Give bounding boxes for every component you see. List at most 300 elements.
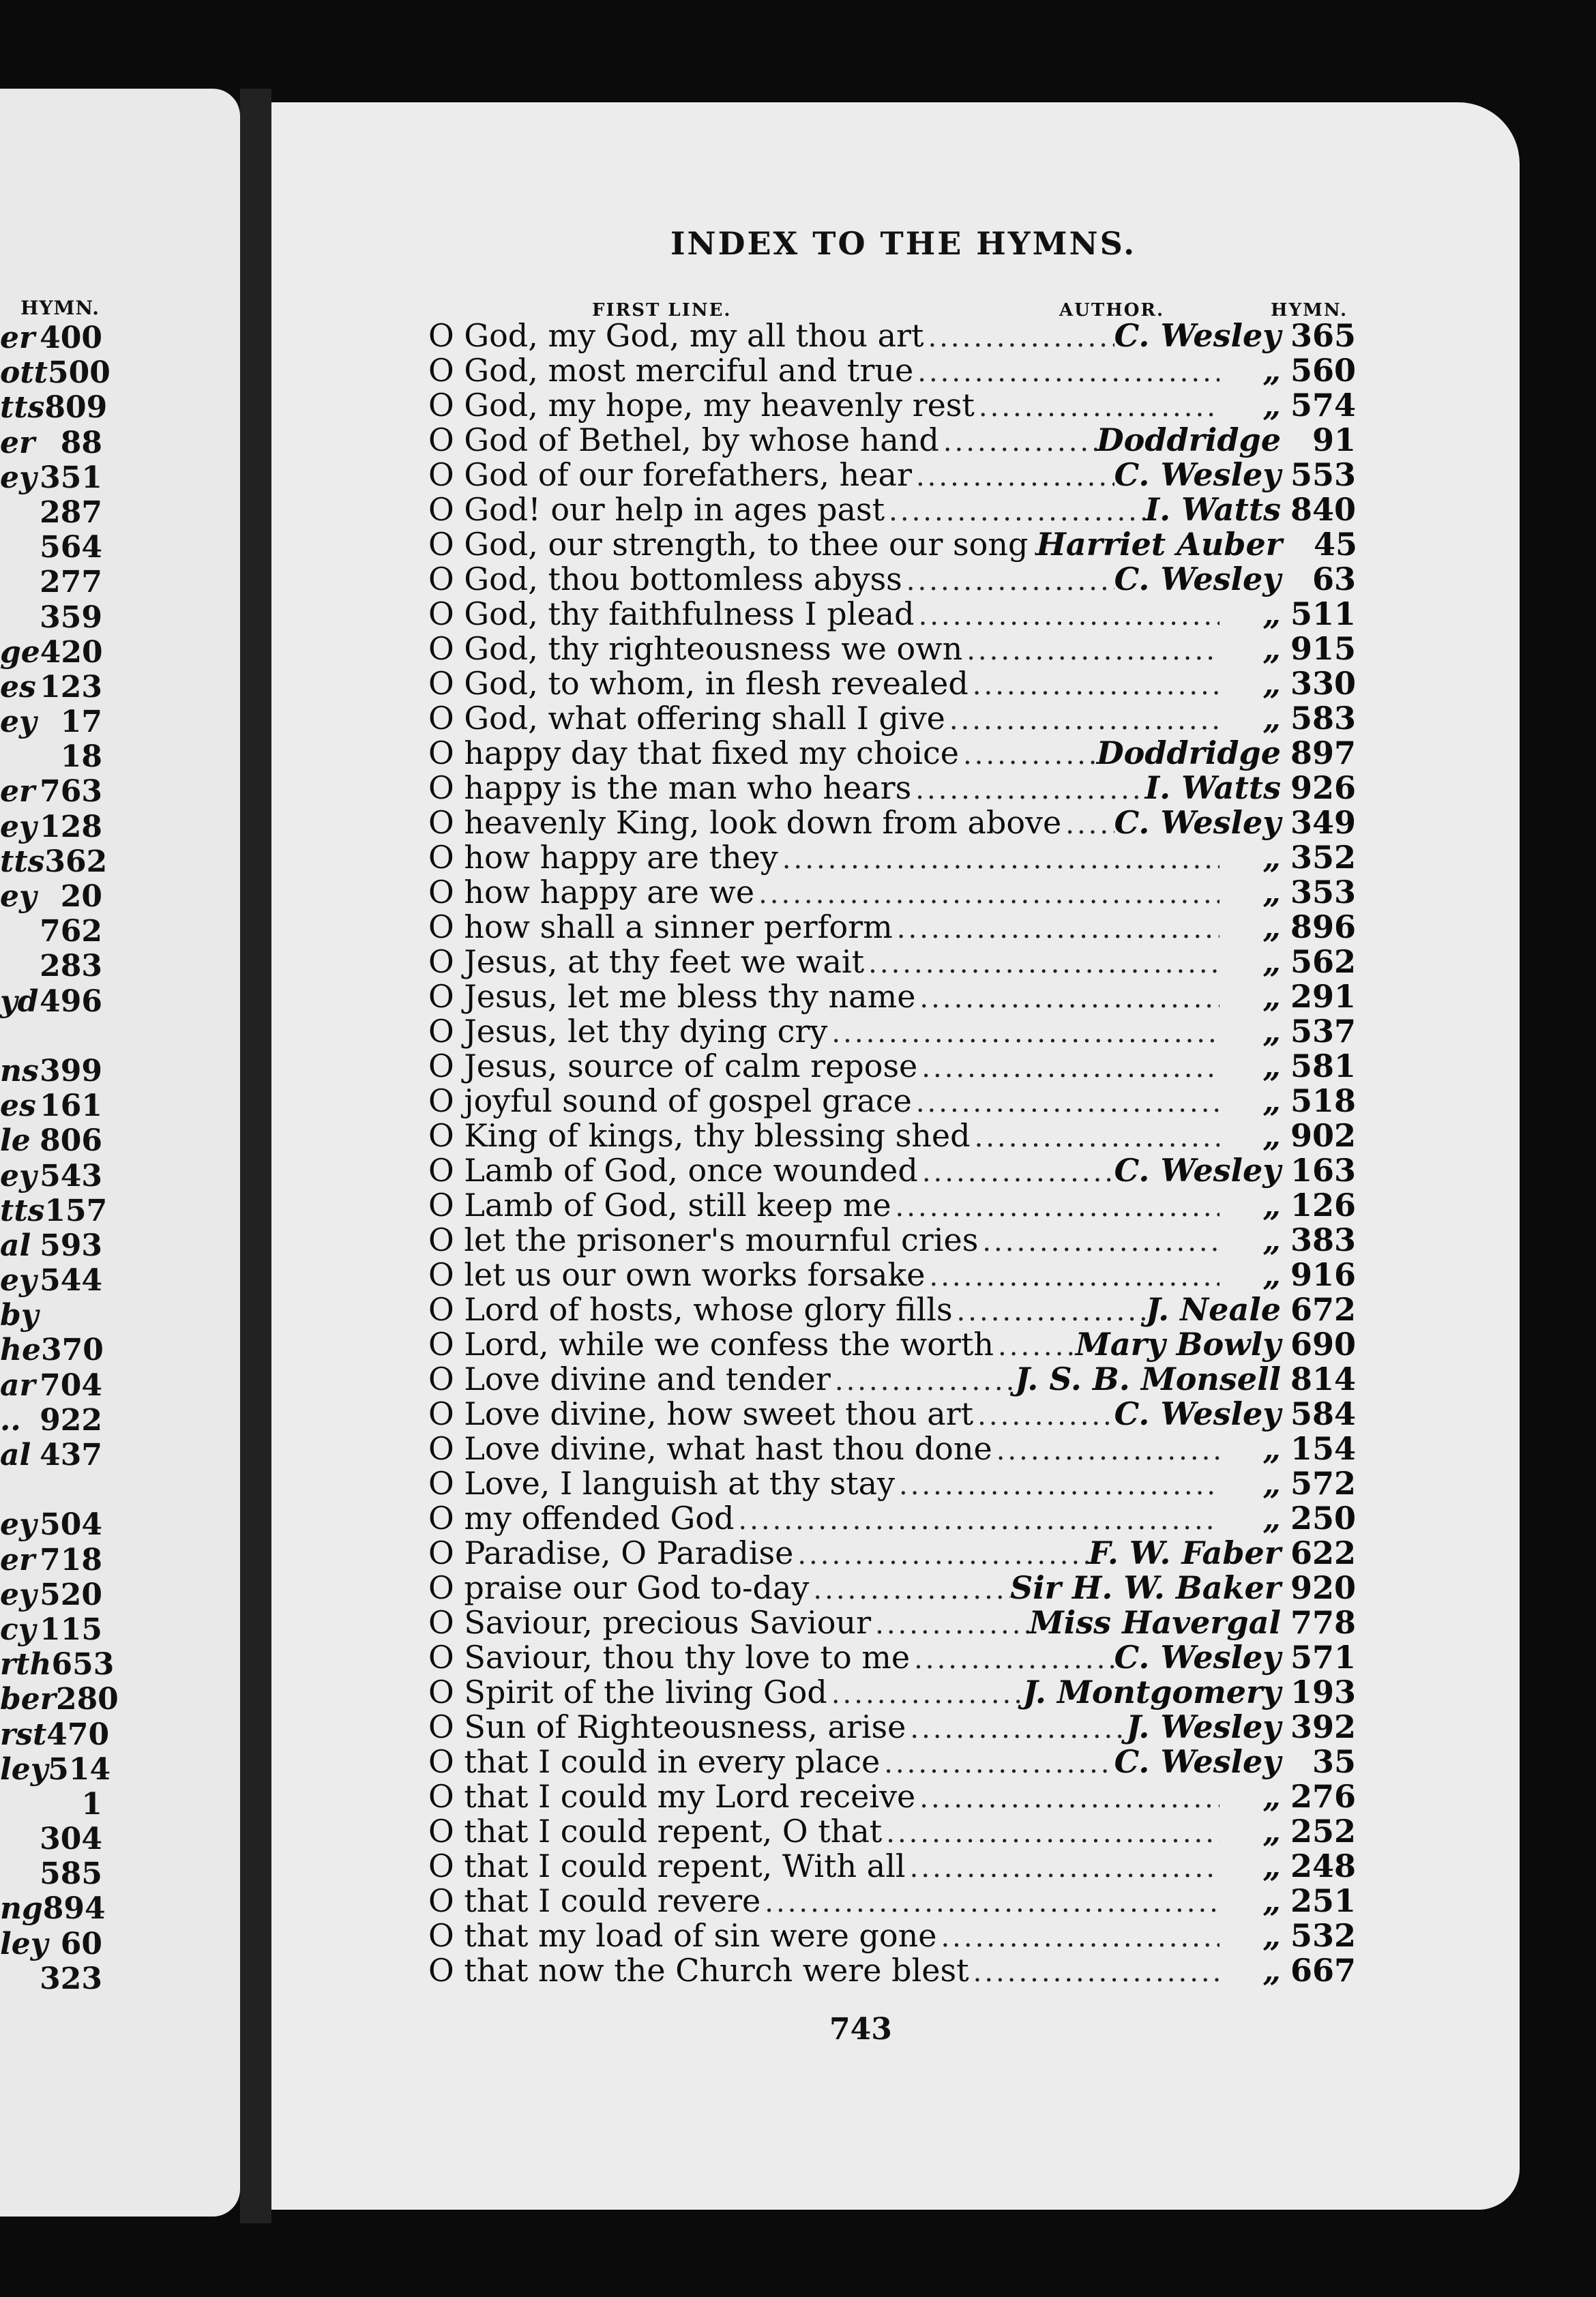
left-index-row [0, 810, 102, 844]
hymn-number: 916 [1290, 1256, 1356, 1293]
leader-dots [923, 322, 1114, 353]
left-index-row [0, 390, 108, 426]
author-name: „ [1262, 908, 1281, 945]
index-row [428, 1117, 1356, 1152]
page-title: INDEX TO THE HYMNS. [670, 225, 1137, 262]
hymn-number: 896 [1290, 908, 1356, 945]
leader-dots [915, 1783, 1220, 1814]
first-line: O God, what offering shall I give [428, 700, 945, 737]
left-author-fragment: ns [0, 1053, 39, 1088]
first-line: O that I could repent, With all [428, 1848, 906, 1884]
first-line: O that I could repent, O that [428, 1813, 883, 1850]
author-name: C. Wesley [1114, 317, 1281, 354]
leader-dots [864, 948, 1220, 979]
index-row [428, 700, 1356, 735]
index-row [428, 1743, 1356, 1778]
left-hymn-number: 128 [40, 809, 102, 844]
left-index-row [0, 1368, 102, 1403]
hymn-number: 365 [1290, 317, 1356, 354]
left-hymn-number: 362 [44, 844, 108, 879]
leader-dots [913, 357, 1220, 388]
first-line: O God of our forefathers, hear [428, 456, 912, 493]
left-index-row [0, 1403, 102, 1438]
index-row [428, 978, 1356, 1013]
left-author-fragment: ey [0, 879, 37, 914]
leader-dots [882, 1818, 1220, 1849]
first-line: O Jesus, let thy dying cry [428, 1013, 828, 1050]
left-hymn-number: 370 [40, 1333, 104, 1368]
author-name: „ [1262, 1048, 1281, 1084]
left-hymn-number: 280 [55, 1682, 119, 1717]
index-row [428, 665, 1356, 700]
left-index-row [0, 1751, 111, 1787]
hymn-number: 250 [1290, 1500, 1356, 1537]
author-name: J. S. B. Monsell [1015, 1361, 1281, 1397]
left-author-fragment: he [0, 1333, 41, 1368]
left-index-row [0, 670, 102, 705]
author-name: Harriet Auber [1036, 526, 1282, 563]
left-index-row [0, 1159, 102, 1194]
leader-dots [906, 1852, 1220, 1884]
hymn-number: 562 [1290, 943, 1356, 980]
left-hymn-number: 704 [40, 1367, 102, 1403]
left-index-row [0, 1123, 102, 1158]
author-name: „ [1262, 1778, 1281, 1815]
left-author-fragment: er [0, 321, 35, 355]
left-hymn-number: 718 [40, 1542, 102, 1577]
left-hymn-number: 564 [40, 530, 102, 565]
first-line: O Jesus, source of calm repose [428, 1048, 918, 1084]
left-author-fragment: tts [0, 1193, 45, 1228]
hymn-number-column-header: HYMN. [1271, 300, 1348, 321]
first-line: O that now the Church were blest [428, 1952, 969, 1989]
leader-dots [1028, 531, 1036, 562]
left-index-row [0, 1333, 102, 1367]
left-author-fragment: ley [0, 1926, 48, 1961]
leader-dots [925, 1261, 1220, 1292]
hymn-number: 622 [1290, 1535, 1356, 1571]
leader-dots [734, 1505, 1220, 1536]
leader-dots [939, 426, 1097, 458]
leader-dots [880, 1748, 1114, 1779]
first-line: O God, my God, my all thou art [428, 317, 924, 354]
leader-dots [910, 1644, 1114, 1675]
hymn-number: 392 [1290, 1708, 1356, 1745]
left-index-row [0, 1193, 108, 1228]
left-hymn-number: 399 [40, 1053, 102, 1088]
leader-dots [971, 1122, 1220, 1153]
left-index-row [0, 984, 102, 1019]
leader-dots [936, 1922, 1220, 1953]
author-name: Mary Bowly [1075, 1326, 1281, 1363]
left-index-row [0, 1263, 102, 1298]
left-author-fragment: ey [0, 705, 37, 740]
left-hymn-number: 351 [40, 460, 102, 495]
left-index-row [0, 1856, 102, 1891]
left-author-fragment: er [0, 1542, 35, 1577]
left-hymn-number: 60 [60, 1926, 102, 1961]
left-author-fragment: tts [0, 390, 45, 426]
leader-dots [912, 461, 1114, 492]
left-hymn-number: 520 [40, 1577, 102, 1612]
left-author-fragment: ey [0, 1507, 37, 1543]
first-line: O Spirit of the living God [428, 1674, 827, 1710]
left-hymn-number: 123 [40, 669, 102, 705]
hymn-number: 667 [1290, 1952, 1356, 1989]
hymn-number: 383 [1290, 1221, 1356, 1258]
left-hymn-number: 544 [40, 1263, 102, 1299]
left-author-fragment: er [0, 774, 35, 810]
left-index-row [0, 1961, 102, 1996]
hymn-number: 276 [1290, 1778, 1356, 1815]
author-name: I. Watts [1144, 491, 1281, 528]
left-index-row [0, 1682, 119, 1717]
left-hymn-number: 437 [40, 1438, 102, 1472]
left-index-row [0, 1891, 106, 1927]
first-line: O God, our strength, to thee our song [428, 526, 1029, 563]
index-page [271, 102, 1520, 2210]
author-name: „ [1262, 1465, 1281, 1502]
leader-dots [915, 983, 1220, 1014]
left-hymn-number: 17 [60, 705, 102, 740]
first-line: O my offended God [428, 1500, 735, 1537]
left-hymn-number: 18 [60, 739, 102, 775]
hymn-number: 330 [1290, 665, 1356, 702]
left-author-fragment: ley [0, 1751, 48, 1787]
leader-dots [906, 1713, 1126, 1745]
left-index-row [0, 1543, 102, 1577]
hymn-number: 814 [1290, 1361, 1356, 1397]
left-index-row [0, 1787, 102, 1822]
left-index-row [0, 1228, 102, 1263]
left-index-row [0, 1927, 102, 1961]
first-line: O let the prisoner's mournful cries [428, 1221, 979, 1258]
hymn-number: 532 [1290, 1917, 1356, 1954]
hymn-number: 672 [1290, 1291, 1356, 1328]
left-index-row [0, 844, 108, 879]
author-column-header: AUTHOR. [1059, 300, 1165, 321]
hymn-number: 926 [1290, 769, 1356, 806]
leader-dots [831, 1365, 1015, 1397]
left-author-fragment: al [0, 1228, 31, 1263]
hymn-number: 126 [1290, 1187, 1356, 1224]
author-name: „ [1262, 1117, 1281, 1154]
author-name: „ [1262, 595, 1281, 632]
first-line: O Lord, while we confess the worth [428, 1326, 994, 1363]
first-line: O Love, I languish at thy stay [428, 1465, 895, 1502]
leader-dots [778, 844, 1220, 875]
first-line: O God of Bethel, by whose hand [428, 421, 939, 458]
index-row [428, 491, 1356, 526]
first-line: O God, thy faithfulness I plead [428, 595, 915, 632]
left-index-row [0, 1577, 102, 1612]
leader-dots [893, 913, 1220, 945]
author-name: „ [1262, 1187, 1281, 1224]
author-name: „ [1262, 352, 1281, 389]
left-author-fragment: ey [0, 460, 37, 495]
left-author-fragment: cy [0, 1612, 36, 1647]
first-line: O Lamb of God, still keep me [428, 1187, 891, 1224]
left-author-fragment: rth [0, 1647, 52, 1683]
left-hymn-number: 809 [44, 390, 108, 426]
left-hymn-number: 88 [60, 425, 102, 460]
index-row [428, 1674, 1356, 1708]
left-author-fragment: er [0, 425, 35, 460]
left-author-fragment: by [0, 1298, 39, 1333]
author-name: C. Wesley [1114, 456, 1281, 493]
left-hymn-number: 400 [40, 321, 102, 355]
first-line: O Sun of Righteousness, arise [428, 1708, 906, 1745]
author-name: „ [1262, 387, 1281, 424]
hymn-number: 553 [1290, 456, 1356, 493]
author-name: „ [1262, 630, 1281, 667]
left-author-fragment: ey [0, 1158, 37, 1194]
index-row [428, 1395, 1356, 1430]
left-author-fragment: .. [0, 1402, 21, 1438]
leader-dots [978, 1226, 1220, 1258]
author-name: „ [1262, 978, 1281, 1015]
first-line: O that I could in every place [428, 1743, 881, 1780]
leader-dots [871, 1609, 1029, 1640]
left-hymn-number: 20 [60, 879, 102, 914]
author-name: I. Watts [1144, 769, 1281, 806]
left-hymn-number: 543 [40, 1158, 102, 1194]
left-hymn-number: 500 [48, 355, 110, 391]
first-line: O that I could revere [428, 1882, 761, 1919]
leader-dots [915, 600, 1220, 632]
first-line: O how happy are they [428, 839, 778, 876]
leader-dots [975, 391, 1220, 423]
left-author-fragment: ey [0, 1577, 37, 1612]
left-index-row [0, 321, 102, 355]
index-row [428, 1326, 1356, 1361]
author-name: J. Neale [1145, 1291, 1281, 1328]
author-name: C. Wesley [1114, 1395, 1281, 1432]
left-index-row [0, 635, 102, 670]
hymn-number: 840 [1290, 491, 1356, 528]
index-row [428, 1291, 1356, 1326]
left-index-row [0, 460, 102, 495]
left-hymn-number: 277 [40, 565, 102, 600]
left-hymn-number: 287 [40, 494, 102, 530]
hymn-number: 583 [1290, 700, 1356, 737]
hymn-number: 291 [1290, 978, 1356, 1015]
author-name: „ [1262, 1848, 1281, 1884]
first-line: O that I could my Lord receive [428, 1778, 916, 1815]
author-name: J. Montgomery [1022, 1674, 1281, 1710]
left-index-row [0, 1054, 102, 1088]
leader-dots [969, 670, 1220, 701]
author-name: „ [1262, 665, 1281, 702]
author-name: „ [1262, 1221, 1281, 1258]
index-row [428, 1221, 1356, 1256]
author-name: Doddridge [1096, 735, 1281, 771]
leader-dots [953, 1296, 1146, 1327]
author-name: „ [1262, 1952, 1281, 1989]
hymn-number: 537 [1290, 1013, 1356, 1050]
leader-dots [885, 496, 1144, 527]
hymn-number: 349 [1290, 804, 1356, 841]
author-name: „ [1262, 1430, 1281, 1467]
leader-dots [827, 1018, 1220, 1049]
index-row [428, 1604, 1356, 1639]
leader-dots [994, 1331, 1076, 1362]
author-name: „ [1262, 1813, 1281, 1850]
author-name: Sir H. W. Baker [1009, 1569, 1281, 1606]
index-row [428, 874, 1356, 908]
first-line-column-header: FIRST LINE. [592, 300, 732, 321]
leader-dots [992, 1435, 1220, 1466]
hymn-number: 251 [1290, 1882, 1356, 1919]
left-hymn-number: 157 [44, 1193, 108, 1228]
index-row [428, 769, 1356, 804]
leader-dots [962, 635, 1220, 666]
left-index-row [0, 1438, 102, 1472]
first-line: O Saviour, thou thy love to me [428, 1639, 911, 1676]
index-row [428, 1152, 1356, 1187]
index-row [428, 943, 1356, 978]
index-row [428, 1917, 1356, 1952]
hymn-number: 163 [1290, 1152, 1356, 1189]
hymn-number: 897 [1290, 735, 1356, 771]
left-author-fragment: al [0, 1438, 31, 1472]
hymn-number: 902 [1290, 1117, 1356, 1154]
leader-dots [809, 1574, 1010, 1605]
left-hymn-number: 593 [40, 1228, 102, 1263]
index-row [428, 1256, 1356, 1291]
left-index-row [0, 1298, 102, 1333]
leader-dots [754, 878, 1220, 910]
first-line: O God, to whom, in flesh revealed [428, 665, 969, 702]
index-row [428, 1848, 1356, 1882]
first-line: O God, most merciful and true [428, 352, 914, 389]
index-row [428, 561, 1356, 595]
author-name: C. Wesley [1114, 561, 1281, 597]
author-name: „ [1262, 700, 1281, 737]
left-index-row [0, 565, 102, 599]
index-row [428, 1082, 1356, 1117]
leader-dots [902, 565, 1114, 597]
left-index-row [0, 914, 102, 949]
left-index-row [0, 495, 102, 530]
left-hymn-number: 585 [40, 1856, 102, 1892]
left-hymn-column-header: HYMN. [20, 297, 100, 319]
first-line: O God! our help in ages past [428, 491, 885, 528]
leader-dots [959, 739, 1097, 771]
left-index-row [0, 1472, 102, 1507]
first-line: O Love divine and tender [428, 1361, 831, 1397]
leader-dots [760, 1887, 1220, 1918]
index-row [428, 1361, 1356, 1395]
author-name: Doddridge [1096, 421, 1281, 458]
index-row [428, 1569, 1356, 1604]
previous-page [0, 89, 240, 2217]
first-line: O let us our own works forsake [428, 1256, 926, 1293]
index-row [428, 456, 1356, 491]
page-number: 743 [829, 2012, 892, 2047]
hymn-number: 584 [1290, 1395, 1356, 1432]
author-name: „ [1262, 1917, 1281, 1954]
left-index-row [0, 739, 102, 774]
first-line: O that my load of sin were gone [428, 1917, 937, 1954]
index-row [428, 1778, 1356, 1813]
left-hymn-number: 894 [42, 1891, 106, 1927]
hymn-number: 353 [1290, 874, 1356, 910]
left-index-rows [0, 321, 119, 1996]
hymn-number: 35 [1312, 1743, 1356, 1780]
first-line: O how happy are we [428, 874, 755, 910]
hymn-number: 91 [1312, 421, 1356, 458]
hymn-number: 518 [1290, 1082, 1356, 1119]
first-line: O Saviour, precious Saviour [428, 1604, 872, 1641]
leader-dots [912, 1087, 1220, 1118]
hymn-number: 352 [1290, 839, 1356, 876]
index-row [428, 1952, 1356, 1987]
first-line: O Lord of hosts, whose glory fills [428, 1291, 953, 1328]
left-index-row [0, 426, 102, 460]
left-author-fragment: tts [0, 844, 45, 879]
index-row [428, 839, 1356, 874]
author-name: „ [1262, 874, 1281, 910]
left-hymn-number: 115 [40, 1612, 102, 1647]
left-author-fragment: ey [0, 809, 37, 844]
index-rows [428, 317, 1356, 1987]
first-line: O how shall a sinner perform [428, 908, 893, 945]
hymn-number: 574 [1290, 387, 1356, 424]
left-index-row [0, 879, 102, 914]
left-index-row [0, 530, 102, 565]
author-name: F. W. Faber [1088, 1535, 1281, 1571]
left-hymn-number: 323 [40, 1961, 102, 1996]
index-row [428, 1500, 1356, 1535]
index-row [428, 421, 1356, 456]
author-name: Miss Havergal [1029, 1604, 1281, 1641]
first-line: O Jesus, let me bless thy name [428, 978, 916, 1015]
left-index-row [0, 774, 102, 809]
left-author-fragment: rst [0, 1717, 47, 1752]
first-line: O Love divine, how sweet thou art [428, 1395, 974, 1432]
leader-dots [827, 1678, 1023, 1710]
hymn-number: 63 [1312, 561, 1356, 597]
index-row [428, 1187, 1356, 1224]
author-name: „ [1262, 1500, 1281, 1537]
index-row [428, 1430, 1356, 1465]
index-row [428, 1048, 1356, 1082]
index-row [428, 1882, 1356, 1917]
left-hymn-number: 514 [48, 1751, 111, 1787]
first-line: O God, thou bottomless abyss [428, 561, 902, 597]
author-name: „ [1262, 1882, 1281, 1919]
author-name: C. Wesley [1114, 1639, 1281, 1676]
index-row [428, 908, 1356, 943]
index-row [428, 595, 1356, 630]
leader-dots [945, 705, 1220, 736]
left-index-row [0, 1647, 115, 1683]
leader-dots [917, 1052, 1220, 1084]
first-line: O happy day that fixed my choice [428, 735, 959, 771]
left-author-fragment: le [0, 1123, 31, 1159]
index-row [428, 735, 1356, 769]
first-line: O praise our God to-day [428, 1569, 810, 1606]
hymn-number: 252 [1290, 1813, 1356, 1850]
left-index-row [0, 1822, 102, 1856]
left-author-fragment: ng [0, 1891, 43, 1927]
left-hymn-number: 806 [40, 1123, 102, 1159]
left-author-fragment: ott [0, 355, 48, 391]
first-line: O happy is the man who hears [428, 769, 912, 806]
author-name: C. Wesley [1114, 1743, 1281, 1780]
index-row [428, 526, 1356, 561]
